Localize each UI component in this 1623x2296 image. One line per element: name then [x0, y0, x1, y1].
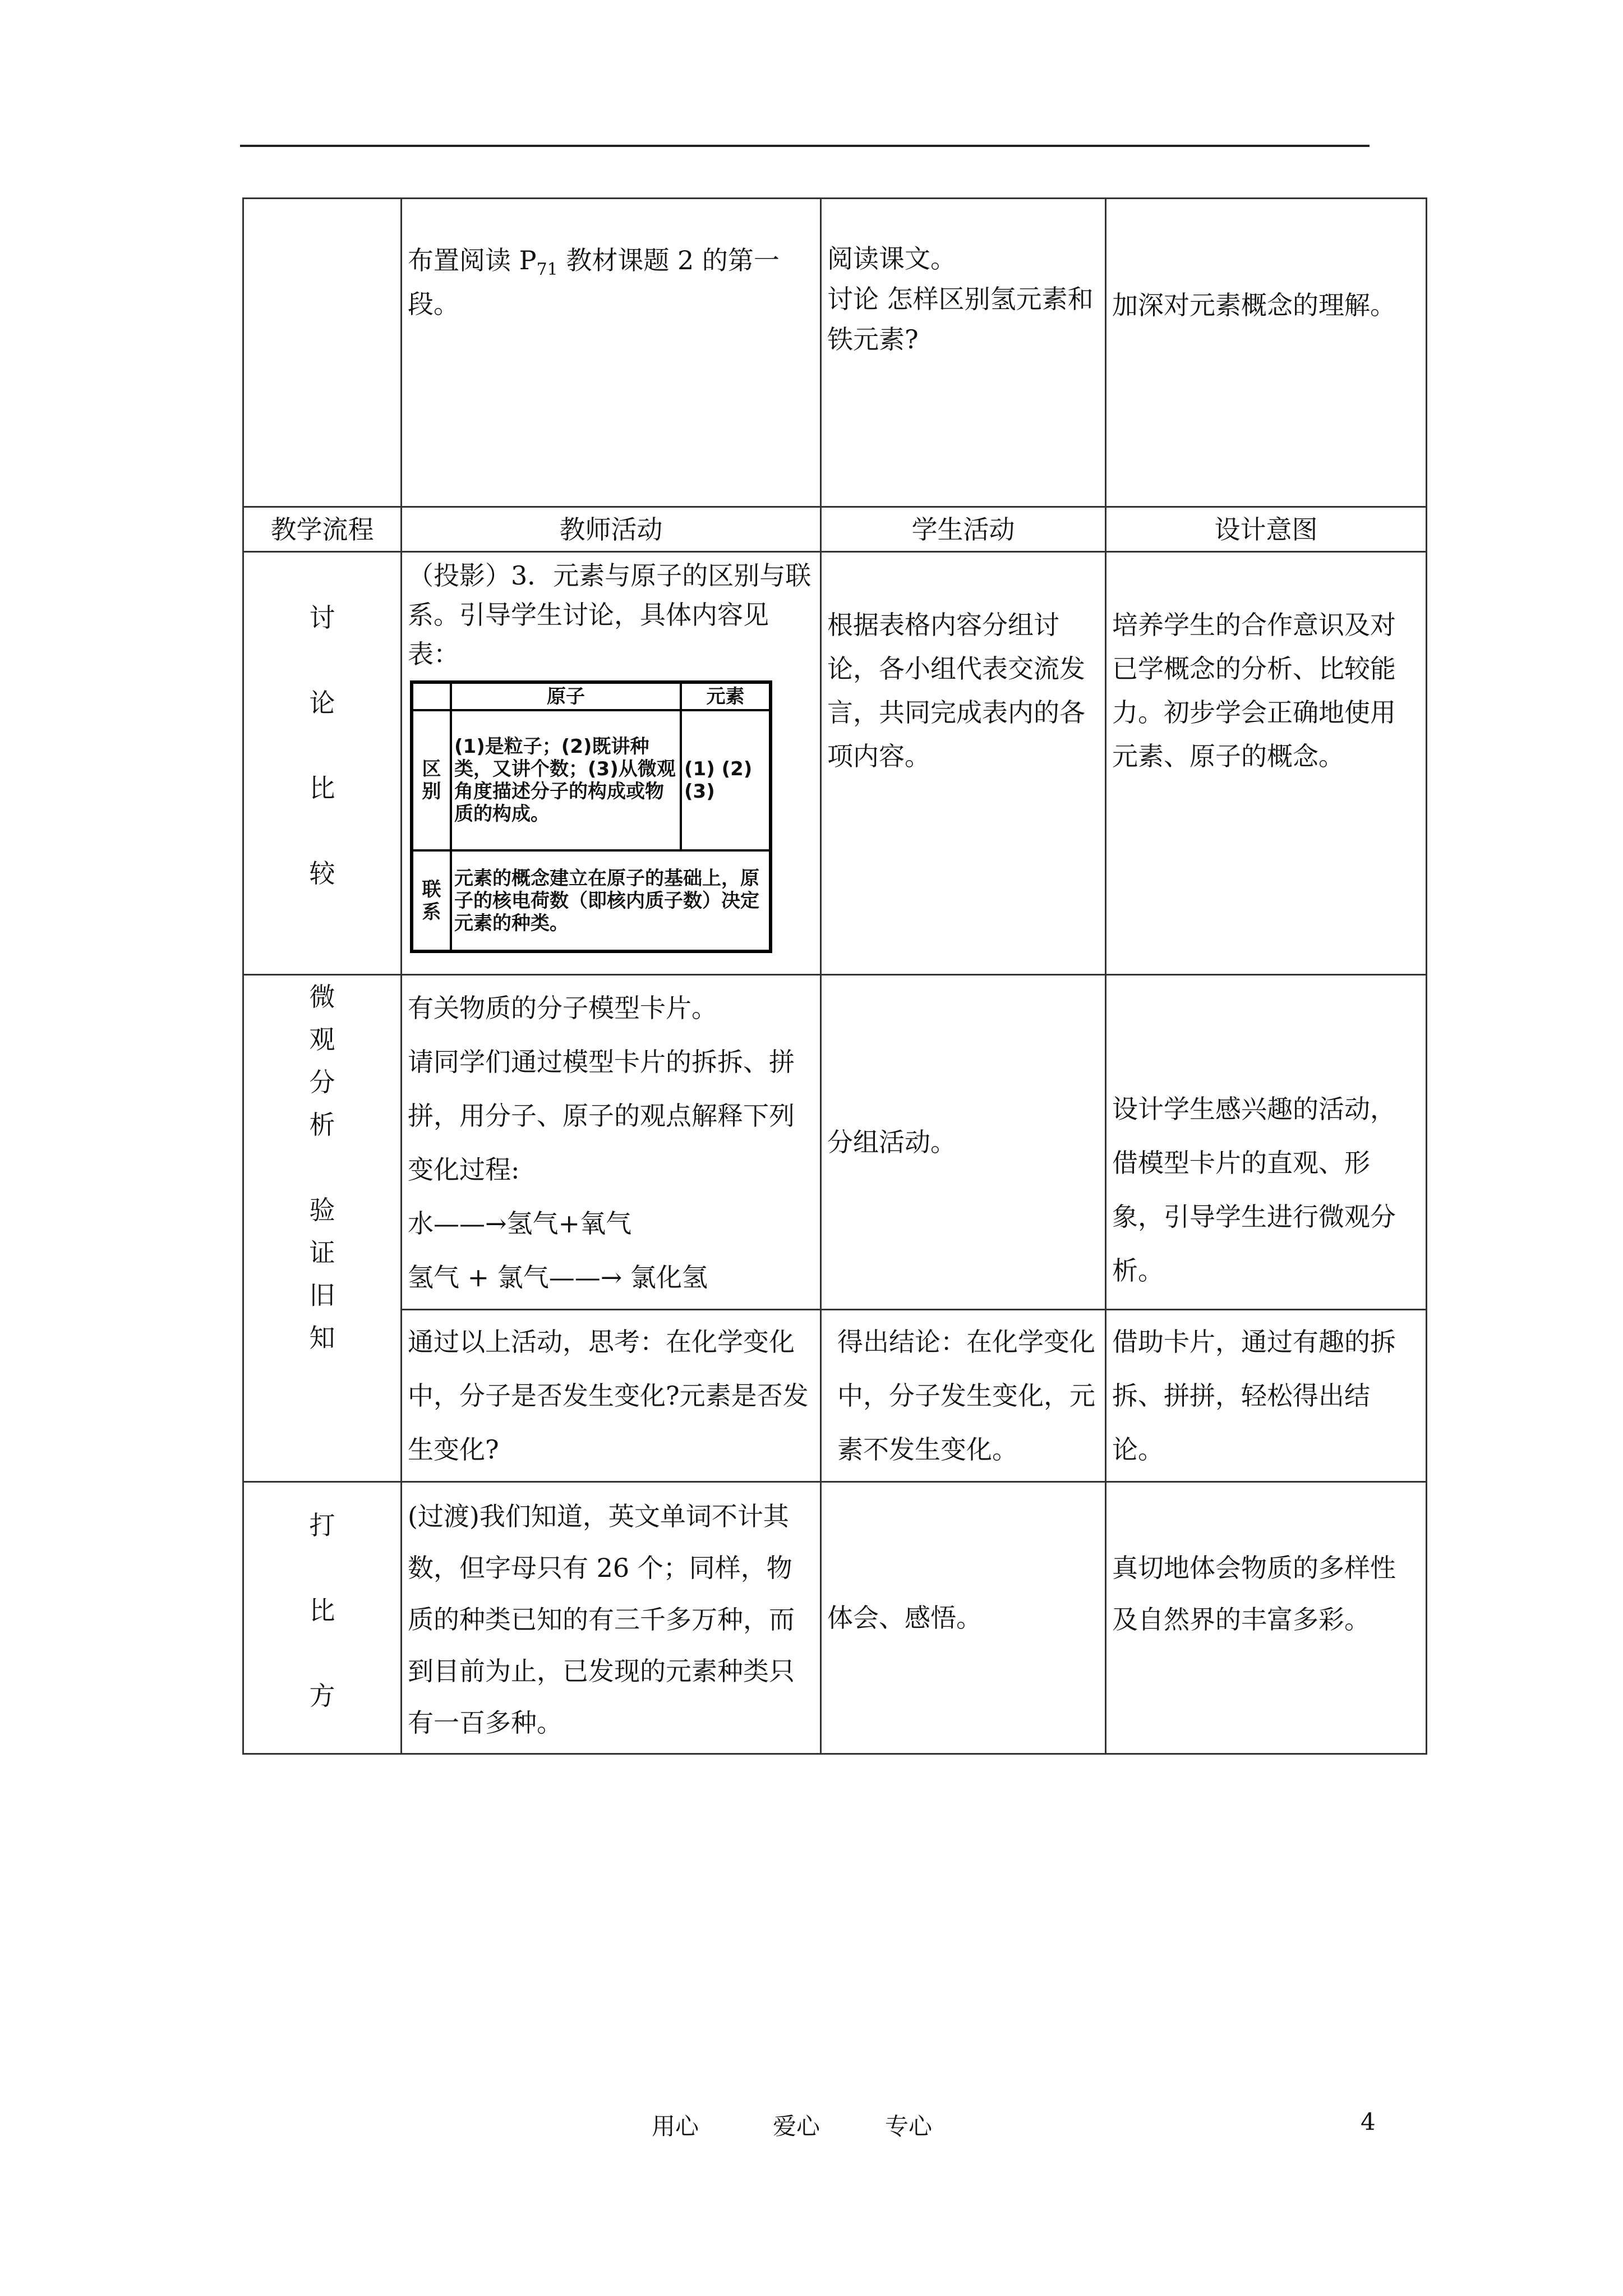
- intent-cell: [1106, 1482, 1427, 1754]
- student-text: 体会、感悟。: [827, 1603, 982, 1633]
- student-text: 根据表格内容分组讨论，各小组代表交流发言，共同完成表内的各项内容。: [827, 610, 1085, 771]
- student-text-2: 讨论 怎样区别氢元素和铁元素?: [827, 284, 1094, 355]
- flow-char: 知: [309, 1323, 335, 1353]
- inner-label-diff: 区别: [412, 710, 451, 850]
- teacher-text-2: 请同学们通过模型卡片的拆拆、拼拼，用分子、原子的观点解释下列变化过程:: [408, 1047, 795, 1185]
- teacher-text-1: 有关物质的分子模型卡片。: [408, 993, 717, 1023]
- flow-char: 比: [309, 773, 335, 803]
- teacher-text: 布置阅读 $P_{71}$ 教材课题 2 的第一段。: [408, 245, 780, 319]
- intent-cell: [1106, 1310, 1427, 1482]
- flow-char: 析: [309, 1110, 335, 1140]
- intent-text: 设计学生感兴趣的活动，借模型卡片的直观、形象，引导学生进行微观分析。: [1112, 1094, 1396, 1286]
- flow-char: 论: [309, 688, 335, 718]
- header-row: [243, 507, 1427, 552]
- inner-row: [412, 710, 771, 850]
- student-text-1: 阅读课文。: [827, 243, 956, 274]
- reaction-1: 水——→氢气+氧气: [408, 1208, 632, 1239]
- inner-row: [412, 682, 771, 710]
- inner-diff-element: (1) (2) (3): [681, 710, 771, 850]
- reaction-2: 氢气 + 氯气——→ 氯化氢: [408, 1262, 708, 1292]
- footer-slogan-3: 专心: [885, 2113, 933, 2140]
- table-row: [243, 1482, 1427, 1754]
- table-row: [243, 1310, 1427, 1482]
- flow-cell: [243, 199, 402, 507]
- flow-char: 分: [309, 1067, 335, 1097]
- flow-char: 证: [309, 1237, 335, 1268]
- flow-char: 微: [309, 982, 335, 1012]
- teacher-cell: [402, 199, 821, 507]
- inner-diff-atom: (1)是粒子；(2)既讲种类，又讲个数；(3)从微观角度描述分子的构成或物质的构成。: [451, 710, 681, 850]
- table-row: [243, 552, 1427, 975]
- inner-row: [412, 850, 771, 951]
- flow-cell: [243, 975, 402, 1482]
- header-student: 学生活动: [821, 507, 1106, 552]
- inner-label-link: 联系: [412, 850, 451, 951]
- intent-text: 培养学生的合作意识及对已学概念的分析、比较能力。初步学会正确地使用元素、原子的概念。: [1112, 610, 1396, 771]
- student-cell: [821, 552, 1106, 975]
- header-flow: 教学流程: [243, 507, 402, 552]
- header-rule: [240, 145, 1370, 147]
- flow-char: 较: [309, 858, 335, 889]
- student-cell: [821, 1310, 1106, 1482]
- intent-cell: [1106, 975, 1427, 1310]
- teacher-text: （投影）3．元素与原子的区别与联系。引导学生讨论，具体内容见表：: [408, 560, 811, 669]
- inner-header-element: 元素: [681, 682, 771, 710]
- page-number: 4: [1361, 2108, 1376, 2136]
- flow-char: 方: [309, 1681, 335, 1711]
- flow-char: 比: [309, 1595, 335, 1626]
- intent-text: 加深对元素概念的理解。: [1112, 290, 1396, 320]
- teacher-cell: [402, 552, 821, 975]
- student-cell: [821, 199, 1106, 507]
- inner-link-text: 元素的概念建立在原子的基础上，原子的核电荷数（即核内质子数）决定元素的种类。: [451, 850, 771, 951]
- student-cell: [821, 975, 1106, 1310]
- atom-element-table: [410, 680, 772, 953]
- lesson-table: [242, 197, 1427, 1755]
- teacher-text: (过渡)我们知道，英文单词不计其数，但字母只有 26 个；同样，物质的种类已知的有三千多万种，而到目前为止，已发现的元素种类只有一百多种。: [408, 1501, 795, 1738]
- flow-char: 讨: [309, 602, 335, 633]
- flow-char: 观: [309, 1024, 335, 1055]
- flow-char: 验: [309, 1195, 335, 1225]
- intent-text: 借助卡片，通过有趣的拆拆、拼拼，轻松得出结论。: [1112, 1327, 1396, 1465]
- flow-char: 打: [309, 1510, 335, 1540]
- teacher-text: 通过以上活动，思考：在化学变化中，分子是否发生变化?元素是否发生变化?: [408, 1327, 809, 1465]
- flow-cell: [243, 1482, 402, 1754]
- footer-slogan-2: 爱心: [773, 2113, 820, 2140]
- intent-cell: [1106, 552, 1427, 975]
- teacher-cell: [402, 1482, 821, 1754]
- student-text: 得出结论：在化学变化中，分子发生变化，元素不发生变化。: [837, 1327, 1095, 1465]
- teacher-cell: [402, 975, 821, 1310]
- table-row: [243, 199, 1427, 507]
- flow-spacer: [250, 1146, 395, 1189]
- inner-header-atom: 原子: [451, 682, 681, 710]
- student-cell: [821, 1482, 1106, 1754]
- header-teacher: 教师活动: [402, 507, 821, 552]
- flow-cell: [243, 552, 402, 975]
- intent-cell: [1106, 199, 1427, 507]
- intent-text: 真切地体会物质的多样性及自然界的丰富多彩。: [1112, 1553, 1396, 1635]
- student-text: 分组活动。: [827, 1127, 956, 1157]
- flow-char: 旧: [309, 1280, 335, 1310]
- footer-slogan-1: 用心: [652, 2113, 699, 2140]
- teacher-cell: [402, 1310, 821, 1482]
- header-intent: 设计意图: [1106, 507, 1427, 552]
- table-row: [243, 975, 1427, 1310]
